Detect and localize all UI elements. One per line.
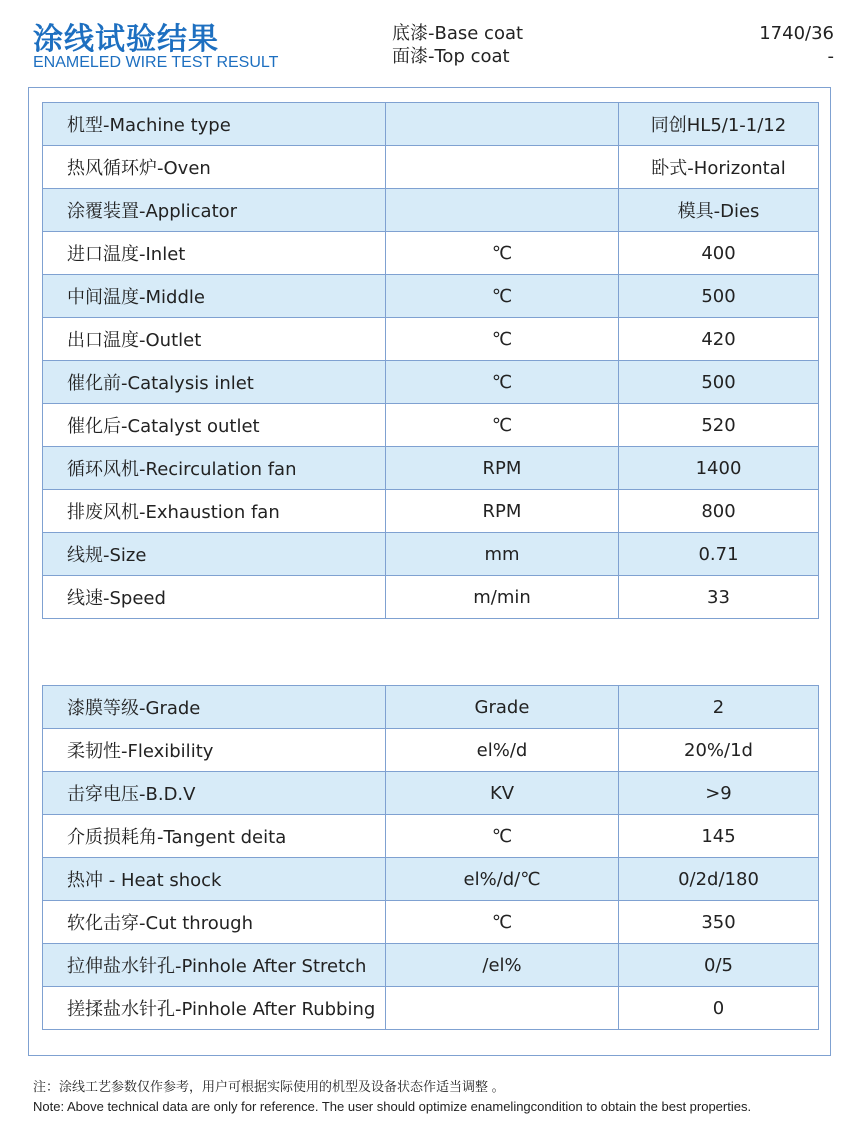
param-cell: 循环风机-Recirculation fan xyxy=(43,447,386,490)
value-cell: 500 xyxy=(619,361,819,404)
footnote xyxy=(33,1077,751,1117)
unit-cell: ℃ xyxy=(386,318,619,361)
value-cell: >9 xyxy=(619,772,819,815)
param-cell: 软化击穿-Cut through xyxy=(43,901,386,944)
table-row xyxy=(43,987,819,1030)
param-cell: 击穿电压-B.D.V xyxy=(43,772,386,815)
unit-cell: el%/d xyxy=(386,729,619,772)
table-row xyxy=(43,729,819,772)
unit-cell: ℃ xyxy=(386,232,619,275)
footnote-en: Note: Above technical data are only for reference. The user should optimize enamelingcondition to obtain the best properties. xyxy=(33,1099,752,1114)
table-row xyxy=(43,318,819,361)
unit-cell: mm xyxy=(386,533,619,576)
value-cell: 520 xyxy=(619,404,819,447)
value-cell: 模具-Dies xyxy=(619,189,819,232)
coat-codes xyxy=(759,22,834,68)
value-cell: 350 xyxy=(619,901,819,944)
table-row xyxy=(43,576,819,619)
param-cell: 排废风机-Exhaustion fan xyxy=(43,490,386,533)
table-row xyxy=(43,533,819,576)
value-cell: 0.71 xyxy=(619,533,819,576)
param-cell: 中间温度-Middle xyxy=(43,275,386,318)
value-cell: 同创HL5/1-1/12 xyxy=(619,103,819,146)
value-cell: 0/5 xyxy=(619,944,819,987)
value-cell: 卧式-Horizontal xyxy=(619,146,819,189)
table-row xyxy=(43,189,819,232)
param-cell: 柔韧性-Flexibility xyxy=(43,729,386,772)
table-row xyxy=(43,772,819,815)
machine-parameters-table xyxy=(42,102,819,619)
unit-cell: KV xyxy=(386,772,619,815)
param-cell: 线速-Speed xyxy=(43,576,386,619)
param-cell: 拉伸盐水针孔-Pinhole After Stretch xyxy=(43,944,386,987)
unit-cell xyxy=(386,987,619,1030)
param-cell: 催化后-Catalyst outlet xyxy=(43,404,386,447)
param-cell: 催化前-Catalysis inlet xyxy=(43,361,386,404)
param-cell: 介质损耗角-Tangent deita xyxy=(43,815,386,858)
table-row xyxy=(43,404,819,447)
footnote-cn: 注：涂线工艺参数仅作参考，用户可根据实际使用的机型及设备状态作适当调整 。 xyxy=(33,1079,505,1094)
base-coat-code: 1740/36 xyxy=(759,23,834,44)
top-coat-label: 面漆-Top coat xyxy=(392,46,510,67)
table-row xyxy=(43,901,819,944)
param-cell: 漆膜等级-Grade xyxy=(43,686,386,729)
value-cell: 2 xyxy=(619,686,819,729)
param-cell: 热冲 - Heat shock xyxy=(43,858,386,901)
unit-cell: ℃ xyxy=(386,404,619,447)
table-row xyxy=(43,232,819,275)
value-cell: 145 xyxy=(619,815,819,858)
unit-cell: ℃ xyxy=(386,901,619,944)
value-cell: 500 xyxy=(619,275,819,318)
value-cell: 20%/1d xyxy=(619,729,819,772)
unit-cell xyxy=(386,189,619,232)
table-row xyxy=(43,490,819,533)
top-coat-code: - xyxy=(827,46,834,67)
param-cell: 涂覆装置-Applicator xyxy=(43,189,386,232)
coat-labels xyxy=(392,22,523,68)
table-row xyxy=(43,686,819,729)
value-cell: 33 xyxy=(619,576,819,619)
value-cell: 800 xyxy=(619,490,819,533)
unit-cell: RPM xyxy=(386,447,619,490)
table-row xyxy=(43,361,819,404)
table-row xyxy=(43,944,819,987)
unit-cell: ℃ xyxy=(386,815,619,858)
table-row xyxy=(43,275,819,318)
value-cell: 0/2d/180 xyxy=(619,858,819,901)
value-cell: 0 xyxy=(619,987,819,1030)
page-title: 涂线试验结果 xyxy=(33,22,219,57)
page-subtitle: ENAMELED WIRE TEST RESULT xyxy=(33,54,279,71)
table-row xyxy=(43,103,819,146)
param-cell: 搓揉盐水针孔-Pinhole After Rubbing xyxy=(43,987,386,1030)
table-row xyxy=(43,858,819,901)
unit-cell: Grade xyxy=(386,686,619,729)
table-row xyxy=(43,815,819,858)
unit-cell: /el% xyxy=(386,944,619,987)
value-cell: 420 xyxy=(619,318,819,361)
unit-cell: m/min xyxy=(386,576,619,619)
unit-cell: ℃ xyxy=(386,275,619,318)
unit-cell: el%/d/℃ xyxy=(386,858,619,901)
base-coat-label: 底漆-Base coat xyxy=(392,23,524,44)
unit-cell: ℃ xyxy=(386,361,619,404)
unit-cell xyxy=(386,103,619,146)
value-cell: 400 xyxy=(619,232,819,275)
unit-cell: RPM xyxy=(386,490,619,533)
table-row xyxy=(43,146,819,189)
param-cell: 进口温度-Inlet xyxy=(43,232,386,275)
table-row xyxy=(43,447,819,490)
param-cell: 出口温度-Outlet xyxy=(43,318,386,361)
unit-cell xyxy=(386,146,619,189)
param-cell: 线规-Size xyxy=(43,533,386,576)
param-cell: 热风循环炉-Oven xyxy=(43,146,386,189)
param-cell: 机型-Machine type xyxy=(43,103,386,146)
value-cell: 1400 xyxy=(619,447,819,490)
test-results-table xyxy=(42,685,819,1030)
